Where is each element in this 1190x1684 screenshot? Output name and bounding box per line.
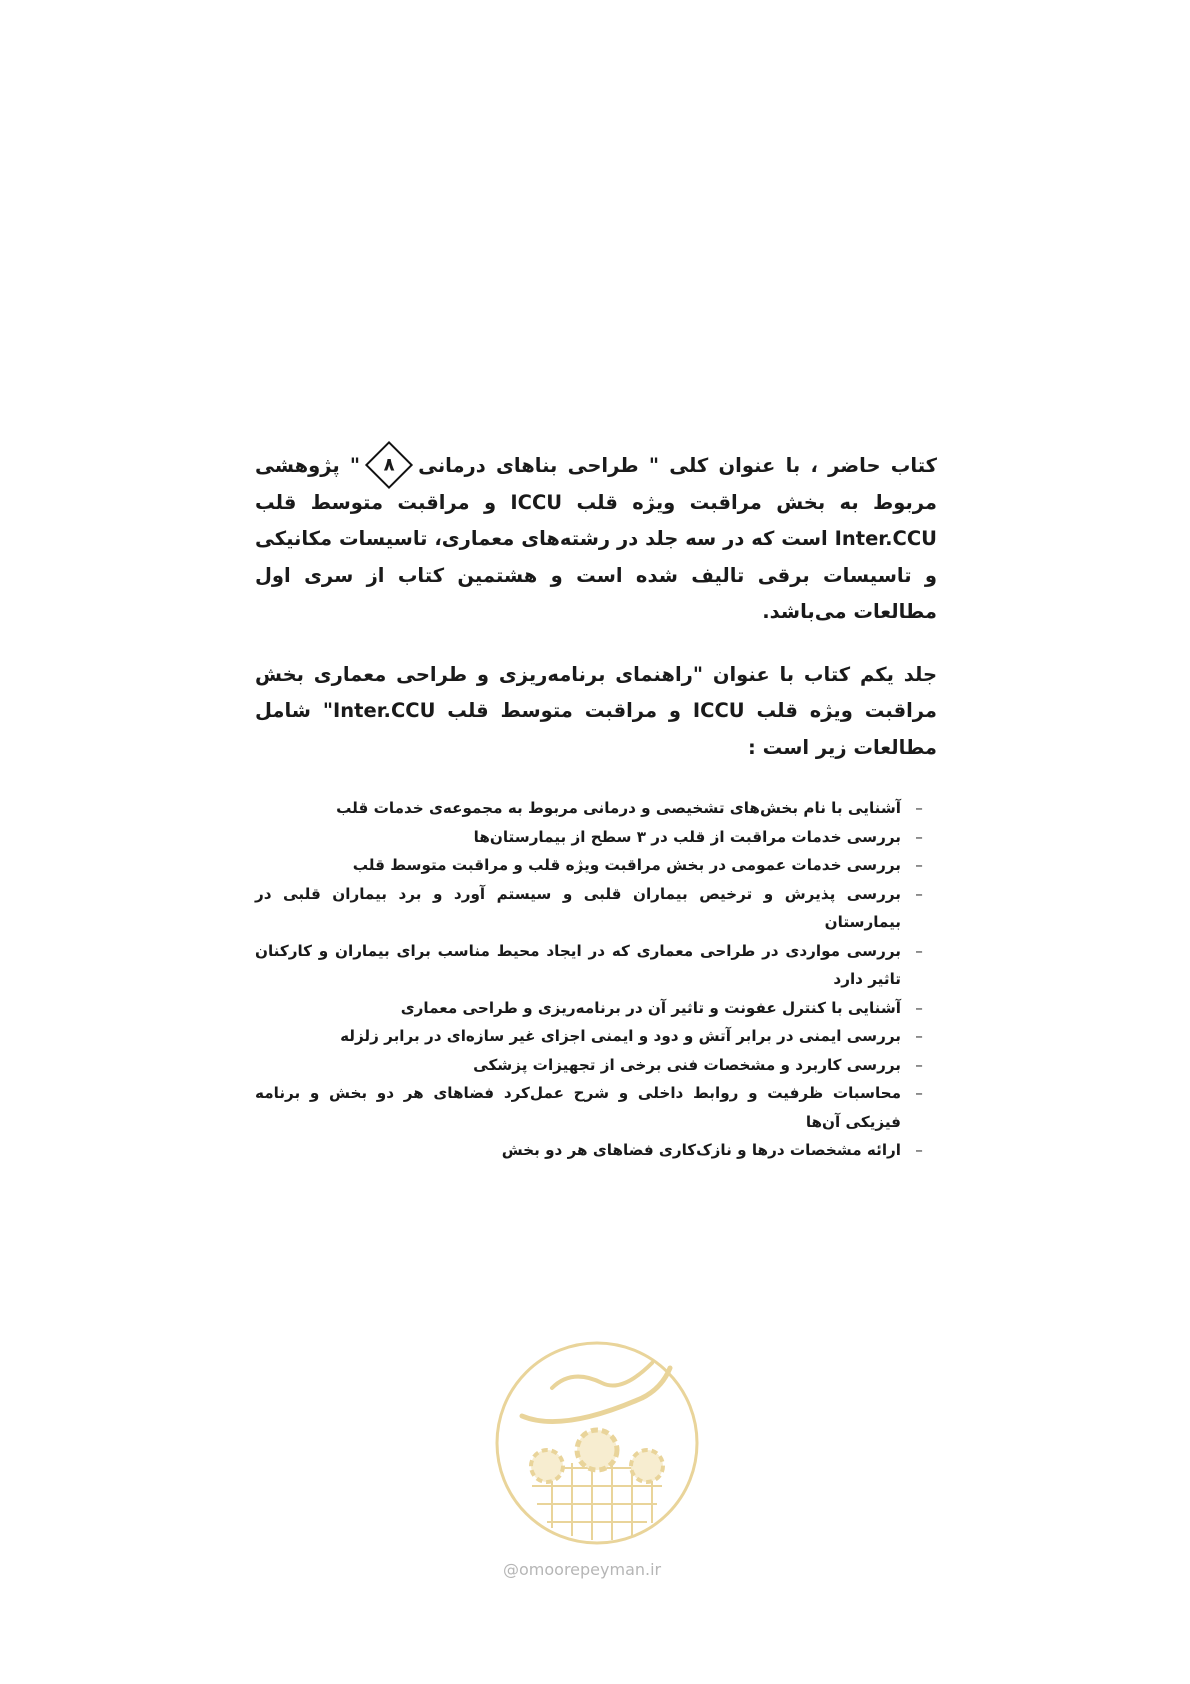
bullet-marker: – xyxy=(915,1084,923,1102)
list-item-text: بررسی کاربرد و مشخصات فنی برخی از تجهیزات پزشکی xyxy=(473,1055,901,1074)
bullet-marker: – xyxy=(915,884,923,903)
list-item-text: آشنایی با کنترل عفونت و تاثیر آن در برنامه‌ریزی و طراحی معماری xyxy=(400,998,901,1017)
list-item xyxy=(255,1022,937,1051)
bullet-marker: – xyxy=(915,856,923,874)
watermark-url: @omoorepeyman.ir xyxy=(503,1560,662,1579)
list-item xyxy=(255,823,937,852)
book-number-badge xyxy=(365,440,413,488)
volume-one-paragraph: جلد یکم کتاب با عنوان "راهنمای برنامه‌ریزی و طراحی معماری بخش مراقبت ویژه قلب ICCU و مراقبت متوسط قلب Inter.CCU" شامل مطالعات زیر است : xyxy=(255,662,937,759)
list-item-text: بررسی خدمات عمومی در بخش مراقبت ویژه قلب و مراقبت متوسط قلب xyxy=(352,856,901,874)
bullet-marker: – xyxy=(915,827,923,846)
bullet-marker: – xyxy=(915,799,923,817)
list-item xyxy=(255,880,937,937)
bullet-marker: – xyxy=(915,941,923,960)
text-body xyxy=(255,448,937,1165)
list-item-text: بررسی ایمنی در برابر آتش و دود و ایمنی اجزای غیر سازه‌ای در برابر زلزله xyxy=(340,1027,901,1045)
list-item xyxy=(255,1051,937,1080)
list-item xyxy=(255,851,937,880)
list-item-text: آشنایی با نام بخش‌های تشخیصی و درمانی مربوط به مجموعه‌ی خدمات قلب xyxy=(336,799,901,817)
bullet-marker: – xyxy=(915,998,923,1017)
list-item xyxy=(255,1079,937,1136)
list-item xyxy=(255,994,937,1023)
intro-paragraph xyxy=(255,448,937,631)
intro-text-start: کتاب حاضر ، با عنوان کلی " طراحی بناهای درمانی xyxy=(418,454,937,477)
list-item xyxy=(255,1136,937,1165)
bullet-marker: – xyxy=(915,1027,923,1045)
list-item xyxy=(255,937,937,994)
list-item-text: بررسی خدمات مراقبت از قلب در ۳ سطح از بیمارستان‌ها xyxy=(473,827,901,846)
list-item xyxy=(255,794,937,823)
watermark-logo xyxy=(492,1338,702,1548)
bullet-marker: – xyxy=(915,1055,923,1074)
list-item-text: بررسی پذیرش و ترخیص بیماران قلبی و سیستم آورد و برد بیماران قلبی در بیمارستان xyxy=(255,884,901,931)
book-number: ۸ xyxy=(383,453,395,475)
bullet-marker: – xyxy=(915,1141,923,1159)
studies-list xyxy=(255,794,937,1165)
list-item-text: ارائه مشخصات درها و نازک‌کاری فضاهای هر دو بخش xyxy=(501,1141,901,1159)
list-item-text: محاسبات ظرفیت و روابط داخلی و شرح عمل‌کرد فضاهای هر دو بخش و برنامه فیزیکی آن‌ها xyxy=(255,1084,901,1131)
list-item-text: بررسی مواردی در طراحی معماری که در ایجاد محیط مناسب برای بیماران و کارکنان تاثیر دارد xyxy=(255,941,901,988)
intro-text-end: " پژوهشی مربوط به بخش مراقبت ویژه قلب ICCU و مراقبت متوسط قلب Inter.CCU است که در سه جلد در رشته‌های معماری، تاسیسات مکانیکی و تاسیسات برقی تالیف شده است و هشتمین کتاب از سری اول مطالعات می‌باشد. xyxy=(255,454,937,623)
